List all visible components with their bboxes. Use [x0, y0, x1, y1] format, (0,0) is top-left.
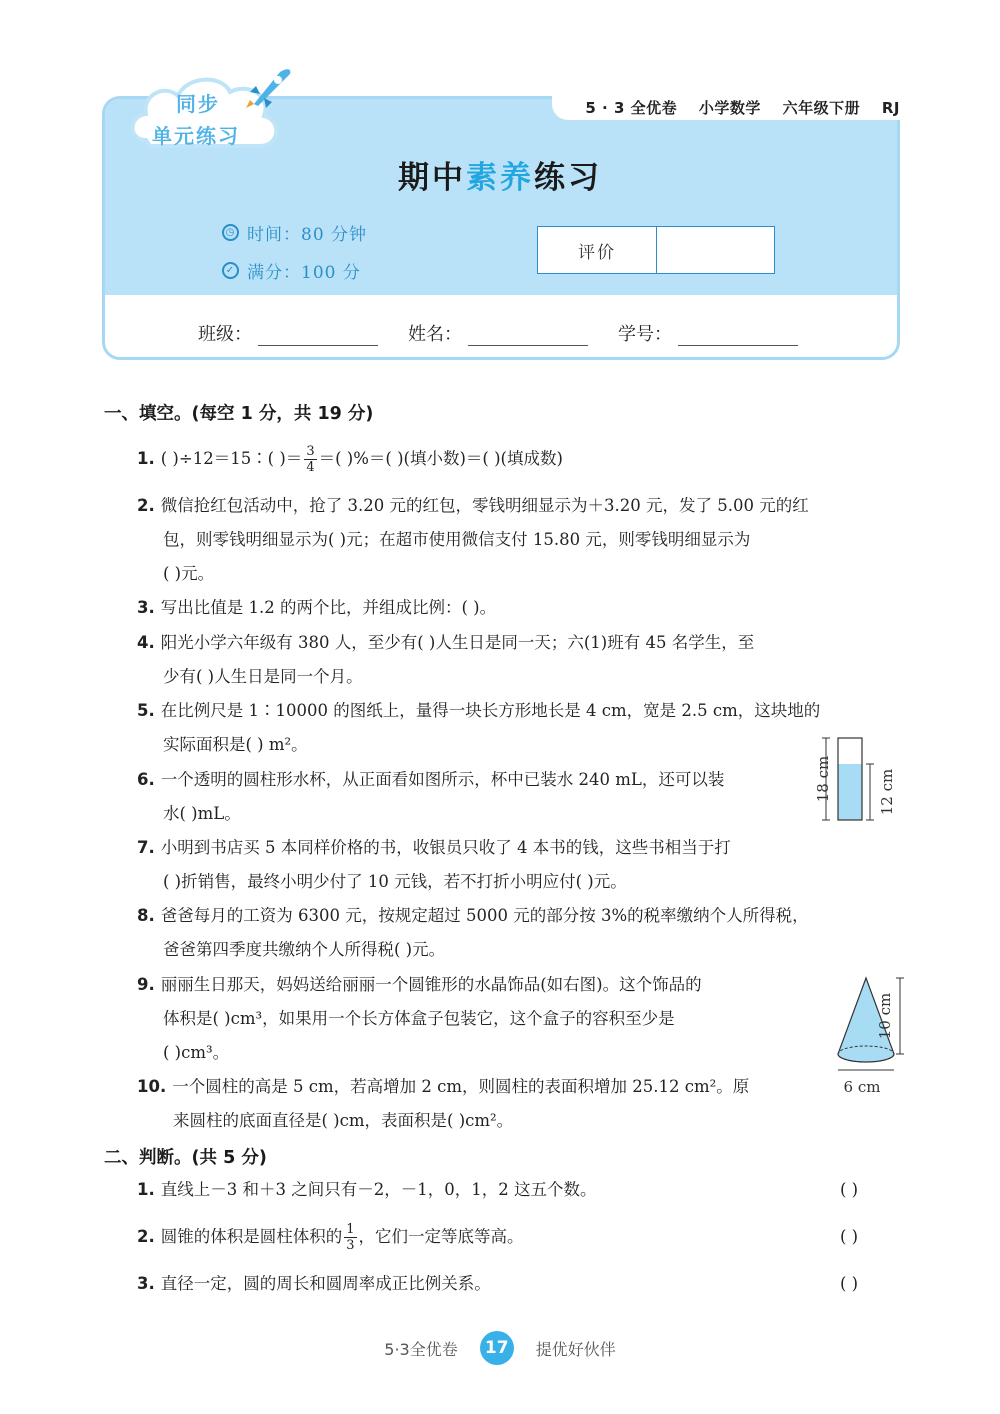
fraction [344, 1222, 356, 1253]
answer-blank[interactable]: ( ) [840, 1274, 859, 1293]
section2-title: 二、判断。(共 5 分) [104, 1148, 267, 1168]
question-line: 微信抢红包活动中，抢了 3.20 元的红包，零钱明细显示为＋3.20 元，发了 5.00 元的红 [160, 496, 809, 515]
score-label: 满分：100 分 [247, 263, 361, 283]
question-number: 5. [137, 701, 155, 720]
question-3 [137, 591, 496, 625]
badge-line1: 同步 [176, 92, 220, 116]
question-line: 在比例尺是 1∶10000 的图纸上，量得一块长方形地长是 4 cm，宽是 2.5 cm，这块地的 [160, 701, 821, 720]
id-field[interactable] [618, 320, 798, 346]
question-line: 实际面积是( ) m²。 [163, 735, 308, 754]
cup-figure [812, 734, 904, 830]
question-line: 水( )mL。 [163, 804, 241, 823]
question-line: 来圆柱的底面直径是( )cm，表面积是( )cm²。 [173, 1111, 514, 1130]
question-line: 包，则零钱明细显示为( )元；在超市使用微信支付 15.80 元，则零钱明细显示为 [163, 530, 751, 549]
question-text: ＝( )%＝( )(填小数)＝( )(填成数) [318, 449, 563, 468]
question-line: 少有( )人生日是同一个月。 [163, 667, 363, 686]
question-number: 3. [137, 598, 155, 617]
series-book: 5 · 3 全优卷 [585, 99, 678, 117]
question-number: 6. [137, 770, 155, 789]
question-line: 写出比值是 1.2 的两个比，并组成比例：( )。 [160, 598, 497, 617]
question-4 [137, 626, 754, 694]
clock-icon: ◷ [222, 224, 239, 241]
question-line: ( )元。 [163, 564, 215, 583]
question-number: 8. [137, 906, 155, 925]
evaluation-field[interactable] [657, 227, 774, 273]
question-number: 7. [137, 838, 155, 857]
time-label: 时间：80 分钟 [247, 225, 368, 245]
cone-base-label: 6 cm [843, 1078, 881, 1096]
page-footer [0, 1330, 1000, 1366]
question-8 [137, 899, 809, 967]
fraction [304, 444, 316, 475]
class-blank[interactable] [258, 326, 378, 346]
answer-blank[interactable]: ( ) [840, 1180, 859, 1199]
question-text: 圆锥的体积是圆柱体积的 [160, 1227, 343, 1246]
series-edition: RJ [881, 99, 900, 117]
question-text: ( )÷12＝15∶( )＝ [160, 449, 303, 468]
series-grade: 六年级下册 [782, 99, 861, 117]
question-line: 爸爸第四季度共缴纳个人所得税( )元。 [163, 940, 446, 959]
class-field[interactable] [198, 320, 378, 346]
question-6 [137, 763, 724, 831]
question-7 [137, 831, 731, 899]
question-text: 直线上－3 和＋3 之间只有－2，－1，0，1，2 这五个数。 [160, 1180, 597, 1199]
name-field[interactable] [408, 320, 588, 346]
cup-water-height-label: 12 cm [878, 768, 896, 816]
question-line: 小明到书店买 5 本同样价格的书，收银员只收了 4 本书的钱，这些书相当于打 [160, 838, 731, 857]
fraction-numerator: 1 [346, 1222, 355, 1237]
fraction-denominator: 4 [306, 460, 315, 475]
question-1 [137, 442, 563, 476]
time-info [222, 220, 367, 245]
evaluation-label: 评价 [538, 227, 657, 273]
question-line: 体积是( )cm³，如果用一个长方体盒子包装它，这个盒子的容积至少是 [163, 1009, 675, 1028]
question-line: 阳光小学六年级有 380 人，至少有( )人生日是同一天；六(1)班有 45 名学生，至 [160, 633, 755, 652]
question-9 [137, 968, 702, 1070]
series-subject: 小学数学 [698, 99, 761, 117]
question-number: 2. [137, 1227, 155, 1246]
id-label: 学号： [618, 324, 672, 345]
class-label: 班级： [198, 324, 252, 345]
question-line: 一个透明的圆柱形水杯，从正面看如图所示，杯中已装水 240 mL，还可以装 [160, 770, 725, 789]
cone-height-label: 10 cm [876, 992, 894, 1040]
question-text: 直径一定，圆的周长和圆周率成正比例关系。 [160, 1274, 491, 1293]
footer-left: 5·3全优卷 [384, 1339, 458, 1359]
title-highlight: 素养 [466, 160, 534, 196]
fraction-denominator: 3 [346, 1238, 355, 1253]
question-number: 4. [137, 633, 155, 652]
question-line: 爸爸每月的工资为 6300 元，按规定超过 5000 元的部分按 3%的税率缴纳个人所得税， [160, 906, 809, 925]
question-10 [137, 1070, 749, 1138]
question-line: 丽丽生日那天，妈妈送给丽丽一个圆锥形的水晶饰品(如右图)。这个饰品的 [160, 975, 702, 994]
page-number: 17 [480, 1331, 514, 1365]
fraction-numerator: 3 [306, 444, 315, 459]
question-number: 10. [137, 1077, 167, 1096]
evaluation-box [537, 226, 775, 274]
answer-blank[interactable]: ( ) [840, 1227, 859, 1246]
title-part1: 期中 [398, 160, 466, 196]
question-number: 9. [137, 975, 155, 994]
title-part2: 练习 [534, 160, 602, 196]
badge-line2: 单元练习 [152, 124, 240, 148]
check-icon: ✓ [222, 262, 239, 279]
footer-right: 提优好伙伴 [535, 1339, 616, 1359]
question-2 [137, 489, 809, 591]
series-line [569, 97, 900, 118]
question-number: 1. [137, 1180, 155, 1199]
cup-total-height-label: 18 cm [814, 755, 832, 803]
name-label: 姓名： [408, 324, 462, 345]
page-title [0, 152, 1000, 197]
score-info [222, 258, 361, 283]
question-number: 2. [137, 496, 155, 515]
section1-title: 一、填空。(每空 1 分，共 19 分) [104, 404, 374, 424]
id-blank[interactable] [678, 326, 798, 346]
question-line: ( )cm³。 [163, 1043, 230, 1062]
name-blank[interactable] [468, 326, 588, 346]
judge-item-2 [137, 1220, 524, 1254]
rocket-icon [240, 62, 296, 118]
question-line: 一个圆柱的高是 5 cm，若高增加 2 cm，则圆柱的表面积增加 25.12 cm²。原 [172, 1077, 750, 1096]
judge-item-1 [137, 1173, 596, 1207]
question-line: ( )折销售，最终小明少付了 10 元钱，若不打折小明应付( )元。 [163, 872, 627, 891]
cone-figure [830, 972, 910, 1098]
judge-item-3 [137, 1267, 491, 1301]
question-number: 3. [137, 1274, 155, 1293]
question-number: 1. [137, 449, 155, 468]
question-text: ，它们一定等底等高。 [358, 1227, 524, 1246]
question-5 [137, 694, 820, 762]
